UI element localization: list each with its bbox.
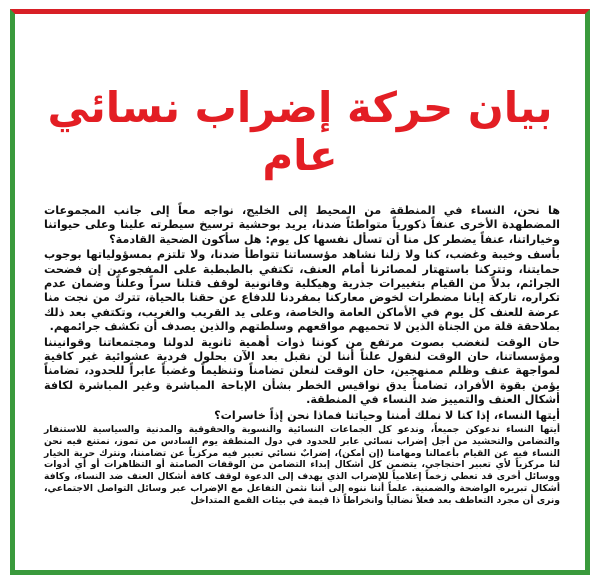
statement-body [26, 204, 574, 507]
paragraph-2: بأسف وخيبة وغضب، كنا ولا زلنا نشاهد مؤسساتنا تتواطأ ضدنا، ولا تلتزم بمسؤولياتها بوجوب حمايتنا، وتتركنا باستهتار لمصائرنا أمام العنف، تكتفي بالطبطبة على المفجوعين إن فضحت الجرائم، بدلاً من القيام بتغييرات جذرية وهيكلية وقانونية لوقف قتلنا سراً وعلناً وضمان عدم تكراره، تاركة إيانا مضطرات لخوض معاركنا بمفردنا للدفاع عن حقنا بالحياة، تترك من نجت منا عرضة للعنف كل يوم في الأماكن العامة والخاصة، وعلى يد القريب والغريب، وتكتفي بعد ذلك بملاحقة قلة من الجناة الذين لا تحميهم مواقعهم وسلطتهم والذين يصدف أن تكشف جرائمهم. [44, 248, 560, 334]
paragraph-1: ها نحن، النساء في المنطقة من المحيط إلى الخليج، نواجه معاً إلى جانب المجموعات المضطهدة الأخرى عنفاً ذكورياً متواطئاً ضدنا، يريد بوحشية ترسيخ سيطرته علينا وعلى حيواتنا وخياراتنا، عنفاً يضطر كل منا أن تسأل نفسها كل يوم: هل سأكون الضحية القادمة؟ [44, 204, 560, 246]
statement-content [26, 28, 574, 572]
paragraph-3: حان الوقت لنغضب بصوت مرتفع من كوننا ذوات أهمية ثانوية لدولنا ومجتمعاتنا وقوانيننا ومؤسساتنا، حان الوقت لنقول علناً أننا لن نقبل بعد الآن بحلول فردية عشوائية غير كافية لمواجهة عنف وظلم ممنهجين، حان الوقت لنعلن تضامناً وتنظيماً وغضباً عابراً للحدود، تضامناً يؤمن بقوة الأفراد، تضامناً يدق نواقيس الخطر بشأن الإباحة المباشرة وغير المباشرة لكافة أشكال العنف والتمييز ضد النساء في المنطقة. [44, 335, 560, 407]
statement-title: بيان حركة إضراب نسائي عام [47, 83, 553, 180]
paragraph-4: أيتها النساء، إذا كنا لا نملك أمننا وحياتنا فماذا نحن إذاً خاسرات؟ [214, 408, 560, 422]
paragraph-5: أيتها النساء ندعوكن جميعاً، وندعو كل الجماعات النسائية والنسوية والحقوقية والمدنية والسياسية للاستنفار والتضامن والتحشيد من أجل إضراب نسائي عابر للحدود في دول المنطقة يوم السادس من تموز، نمتنع فيه نحن النساء فيه عن القيام بأعمالنا ومهامنا (إن أمكن)، إضرابٌ نسائي تعبير فيه مركزياً عن تضامننا، ونترك حرية الخيار لنا مركزياً لأي تعبير احتجاجي، يتضمن كل أشكال إبداء التضامن من الوقفات الصامتة أو التظاهرات أو أي أدوات ووسائل أخرى قد تعطي زخماً إعلامياً للإضراب الذي يهدف إلى الدعوة لوقف كافة أشكال العنف ضد النساء، وكافة أشكال تبريره الواضحة والضمنية. علماً أننا ننوه إلى أننا نثمن التفاعل مع الإضراب عبر وسائل التواصل الاجتماعي، ونرى أن مجرد التعاطف بعد فعلاً نضالياً وانخراطاً ذا قيمة في بيئات القمع المتداخل [44, 424, 560, 506]
